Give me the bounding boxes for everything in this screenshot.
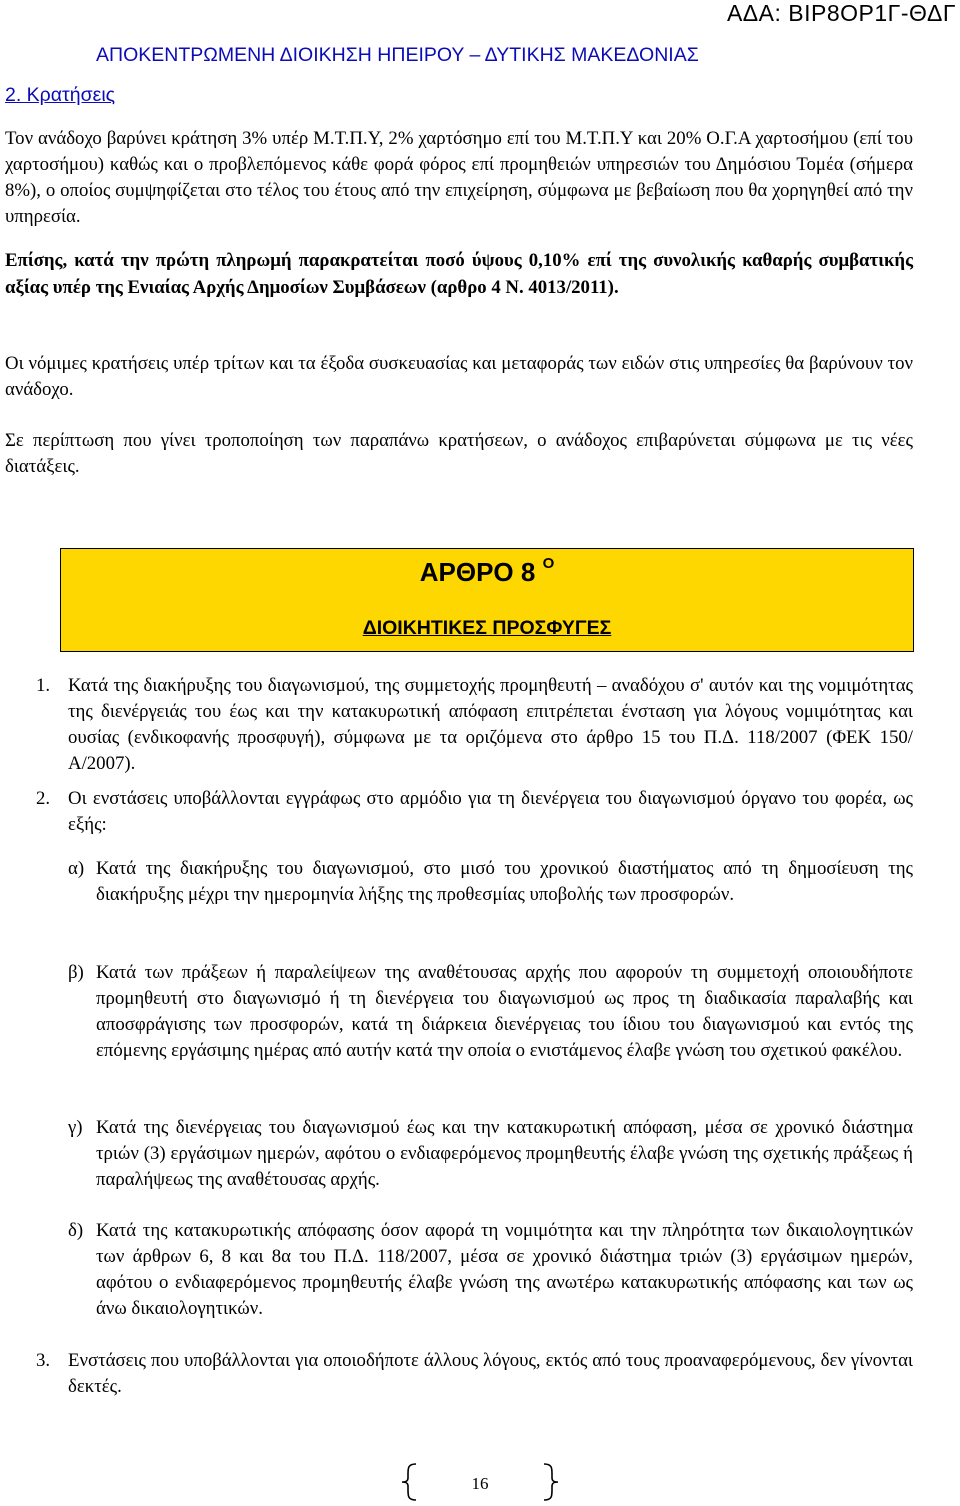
article-subtitle: ΔΙΟΙΚΗΤΙΚΕΣ ΠΡΟΣΦΥΓΕΣ bbox=[362, 617, 612, 639]
item-number: 1. bbox=[36, 675, 51, 696]
paragraph-modification: Σε περίπτωση που γίνει τροποποίηση των παραπάνω κρατήσεων, ο ανάδοχος επιβαρύνεται σύμφωνα με τις νέες διατάξεις. bbox=[5, 430, 913, 477]
paragraph-deduction: Επίσης, κατά την πρώτη πληρωμή παρακρατείται ποσό ύψους 0,10% επί της συνολικής καθαρής συμβατικής αξίας υπέρ της Ενιαίας Αρχής Δημοσίων Συμβάσεων (αρθρο 4 Ν. 4013/2011). bbox=[5, 250, 913, 298]
subitem-letter: β) bbox=[68, 962, 84, 983]
subitem-letter: δ) bbox=[68, 1220, 84, 1241]
section-title: 2. Κρατήσεις bbox=[5, 84, 116, 106]
article-title: ΑΡΘΡΟ 8 $^O$ bbox=[419, 555, 555, 587]
list-item: Κατά της διακήρυξης του διαγωνισμού, της συμμετοχής προμηθευτή – αναδόχου σ' αυτόν και της νομιμότητας της διενέργειάς του έως και την κατακυρωτική απόφαση επιτρέπεται ένσταση για λόγους νομιμότητας και ουσίας (ενδικοφανής προσφυγή), σύμφωνα με τα οριζόμενα στο άρθρο 15 του Π.Δ. 118/2007 (ΦΕΚ 150/Α/2007). bbox=[68, 675, 913, 774]
ada-code: ΑΔΑ: ΒΙΡ8ΟΡ1Γ-ΘΔΓ bbox=[726, 0, 956, 26]
subitem-text: Κατά της διακήρυξης του διαγωνισμού, στο μισό του χρονικού διαστήματος από τη δημοσίευση της διακήρυξης μέχρι την ημερομηνία λήξης της προθεσμίας υποβολής των προσφορών. bbox=[96, 858, 913, 905]
paragraph-fees: Τον ανάδοχο βαρύνει κράτηση 3% υπέρ Μ.Τ.Π.Υ, 2% χαρτόσημο επί του Μ.Τ.Π.Υ και 20% Ο.Γ.Α χαρτοσήμου (επί του χαρτοσήμου) καθώς και ο προβλεπόμενος κάθε φορά φόρος επί προμηθειών υπηρεσιών του Δημόσιου Τομέα (σήμερα 8%), ο οποίος συμψηφίζεται στο τέλος του έτους από την επιχείρηση, σύμφωνα με βεβαίωση που θα χορηγηθεί από την υπηρεσία. bbox=[5, 128, 913, 227]
page-number: 16 bbox=[471, 1474, 489, 1493]
subitem-letter: α) bbox=[68, 858, 85, 879]
paragraph-third-party: Οι νόμιμες κρατήσεις υπέρ τρίτων και τα έξοδα συσκευασίας και μεταφοράς των ειδών στις υπηρεσίες θα βαρύνουν τον ανάδοχο. bbox=[5, 353, 913, 400]
subitem-text: Κατά της διενέργειας του διαγωνισμού έως και την κατακυρωτική απόφαση, μέσα σε χρονικό διάστημα τριών (3) εργάσιμων ημερών, αφότου ο ενδιαφερόμενος προμηθευτής έλαβε γνώση της σχετικής πράξεως ή παραλήψεως της αναθέτουσας αρχής. bbox=[96, 1117, 913, 1190]
subitem-text: Κατά της κατακυρωτικής απόφασης όσον αφορά τη νομιμότητα και την πληρότητα των δικαιολογητικών των άρθρων 6, 8 και 8α του Π.Δ. 118/2007, μέσα σε χρονικό διάστημα τριών (3) εργάσιμων ημερών, αφότου ο ενδιαφερόμενος προμηθευτής έλαβε γνώση της ανωτέρω κατακυρωτικής απόφασης και των ως άνω δικαιολογητικών. bbox=[96, 1220, 913, 1319]
authority-header: ΑΠΟΚΕΝΤΡΩΜΕΝΗ ΔΙΟΙΚΗΣΗ ΗΠΕΙΡΟΥ – ΔΥΤΙΚΗΣ ΜΑΚΕΔΟΝΙΑΣ bbox=[96, 44, 699, 66]
item-number: 3. bbox=[36, 1350, 51, 1371]
subitem-letter: γ) bbox=[68, 1117, 83, 1138]
article-banner bbox=[60, 548, 914, 652]
article-superscript: Ο bbox=[542, 555, 555, 572]
right-brace-icon bbox=[540, 1462, 562, 1502]
subitem-text: Κατά των πράξεων ή παραλείψεων της αναθέτουσας αρχής που αφορούν τη συμμετοχή οποιουδήποτε προμηθευτή στο διαγωνισμό ή τη διενέργεια του διαγωνισμού ως προς τη διαδικασία παραλαβής και αποσφράγισης των προσφορών, κατά τη διάρκεια διενέργειας του ίδιου του διαγωνισμού και εντός της επόμενης εργάσιμης ημέρας από αυτήν κατά την οποία ο ενιστάμενος έλαβε γνώση του σχετικού φακέλου. bbox=[96, 962, 913, 1061]
item-number: 2. bbox=[36, 788, 51, 809]
list-item: Ενστάσεις που υποβάλλονται για οποιοδήποτε άλλους λόγους, εκτός από τους προαναφερόμενους, δεν γίνονται δεκτές. bbox=[68, 1350, 913, 1397]
list-item: Οι ενστάσεις υποβάλλονται εγγράφως στο αρμόδιο για τη διενέργεια του διαγωνισμού όργανο του φορέα, ως εξής: bbox=[68, 788, 913, 835]
